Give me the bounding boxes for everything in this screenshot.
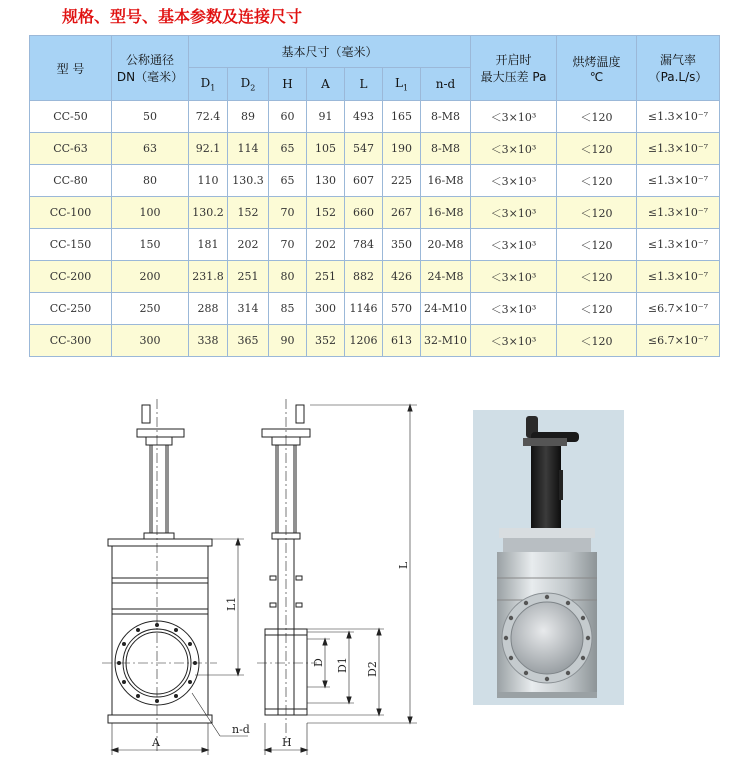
label-l: L <box>397 561 410 569</box>
cell-dp: ＜3×10³ <box>471 197 557 229</box>
valve-technical-drawing <box>92 393 432 763</box>
header-l: L <box>345 68 383 101</box>
cell-nd: 16-M8 <box>421 165 471 197</box>
cell-bake: ＜120 <box>557 229 637 261</box>
cell-dn: 300 <box>112 325 189 357</box>
front-view <box>102 399 248 755</box>
header-leak-line2: （Pa.L/s） <box>648 70 708 84</box>
label-a: A <box>152 736 160 749</box>
cell-l1: 570 <box>383 293 421 325</box>
table-row <box>30 133 720 165</box>
cell-leak: ≤1.3×10⁻⁷ <box>637 165 720 197</box>
header-leak-line1: 漏气率 <box>659 53 696 67</box>
table-row <box>30 293 720 325</box>
cell-nd: 24-M10 <box>421 293 471 325</box>
cell-l: 660 <box>345 197 383 229</box>
cell-a: 251 <box>307 261 345 293</box>
cell-h: 90 <box>269 325 307 357</box>
cell-d1: 231.8 <box>189 261 228 293</box>
cell-leak: ≤1.3×10⁻⁷ <box>637 229 720 261</box>
cell-model: CC-250 <box>30 293 112 325</box>
cell-model: CC-200 <box>30 261 112 293</box>
cell-leak: ≤6.7×10⁻⁷ <box>637 293 720 325</box>
cell-bake: ＜120 <box>557 133 637 165</box>
cell-a: 300 <box>307 293 345 325</box>
cell-a: 352 <box>307 325 345 357</box>
cell-dp: ＜3×10³ <box>471 133 557 165</box>
cell-dn: 250 <box>112 293 189 325</box>
cell-leak: ≤1.3×10⁻⁷ <box>637 133 720 165</box>
cell-d1: 110 <box>189 165 228 197</box>
cell-bake: ＜120 <box>557 101 637 133</box>
header-h: H <box>269 68 307 101</box>
header-d2: $D_2$ <box>228 68 269 101</box>
table-row <box>30 229 720 261</box>
page-title: 规格、型号、基本参数及连接尺寸 <box>62 7 303 26</box>
header-bake-line1: 烘烤温度 <box>572 54 621 69</box>
cell-dp: ＜3×10³ <box>471 101 557 133</box>
label-d: D <box>312 658 325 667</box>
cell-leak: ≤1.3×10⁻⁷ <box>637 261 720 293</box>
cell-d2: 152 <box>228 197 269 229</box>
cell-dp: ＜3×10³ <box>471 325 557 357</box>
cell-d1: 181 <box>189 229 228 261</box>
cell-dn: 50 <box>112 101 189 133</box>
cell-d2: 314 <box>228 293 269 325</box>
cell-model: CC-150 <box>30 229 112 261</box>
cell-dn: 150 <box>112 229 189 261</box>
label-d1: D1 <box>336 657 349 673</box>
cell-l: 607 <box>345 165 383 197</box>
cell-nd: 20-M8 <box>421 229 471 261</box>
header-d1: $D_1$ <box>189 68 228 101</box>
cell-l: 1146 <box>345 293 383 325</box>
cell-a: 91 <box>307 101 345 133</box>
cell-l1: 350 <box>383 229 421 261</box>
cell-nd: 32-M10 <box>421 325 471 357</box>
cell-d2: 130.3 <box>228 165 269 197</box>
cell-nd: 16-M8 <box>421 197 471 229</box>
cell-dn: 63 <box>112 133 189 165</box>
table-row <box>30 101 720 133</box>
cell-leak: ≤6.7×10⁻⁷ <box>637 325 720 357</box>
cell-model: CC-63 <box>30 133 112 165</box>
header-open-line2: 最大压差 Pa <box>480 70 547 84</box>
table-row <box>30 325 720 357</box>
cell-l: 493 <box>345 101 383 133</box>
header-bake-temp <box>557 36 637 101</box>
cell-l: 882 <box>345 261 383 293</box>
cell-a: 202 <box>307 229 345 261</box>
cell-model: CC-100 <box>30 197 112 229</box>
cell-h: 65 <box>269 133 307 165</box>
cell-l1: 165 <box>383 101 421 133</box>
header-basic-dimensions: 基本尺寸（毫米） <box>189 36 471 68</box>
header-model: 型 号 <box>30 36 112 101</box>
header-dn-line2: DN（毫米） <box>116 70 184 84</box>
cell-a: 130 <box>307 165 345 197</box>
table-header-row <box>30 36 720 68</box>
product-photo <box>473 410 624 705</box>
cell-d1: 338 <box>189 325 228 357</box>
cell-h: 85 <box>269 293 307 325</box>
label-d2: D2 <box>366 661 379 677</box>
cell-model: CC-300 <box>30 325 112 357</box>
cell-h: 80 <box>269 261 307 293</box>
side-view <box>257 399 417 755</box>
cell-dp: ＜3×10³ <box>471 229 557 261</box>
cell-l: 1206 <box>345 325 383 357</box>
cell-h: 60 <box>269 101 307 133</box>
header-nd: n-d <box>421 68 471 101</box>
cell-leak: ≤1.3×10⁻⁷ <box>637 101 720 133</box>
header-leak-rate <box>637 36 720 101</box>
cell-h: 70 <box>269 229 307 261</box>
cell-bake: ＜120 <box>557 293 637 325</box>
cell-dp: ＜3×10³ <box>471 261 557 293</box>
cell-l: 784 <box>345 229 383 261</box>
cell-l1: 426 <box>383 261 421 293</box>
header-open-pressure <box>471 36 557 101</box>
cell-model: CC-50 <box>30 101 112 133</box>
cell-dp: ＜3×10³ <box>471 293 557 325</box>
table-row <box>30 197 720 229</box>
header-dn <box>112 36 189 101</box>
cell-l: 547 <box>345 133 383 165</box>
cell-bake: ＜120 <box>557 197 637 229</box>
cell-dn: 100 <box>112 197 189 229</box>
cell-l1: 225 <box>383 165 421 197</box>
cell-l1: 613 <box>383 325 421 357</box>
cell-l1: 267 <box>383 197 421 229</box>
header-a: A <box>307 68 345 101</box>
cell-bake: ＜120 <box>557 261 637 293</box>
label-nd: n-d <box>232 723 250 736</box>
label-h: H <box>282 736 292 749</box>
cell-bake: ＜120 <box>557 165 637 197</box>
cell-h: 70 <box>269 197 307 229</box>
cell-dn: 80 <box>112 165 189 197</box>
cell-d1: 72.4 <box>189 101 228 133</box>
cell-d2: 114 <box>228 133 269 165</box>
cell-nd: 24-M8 <box>421 261 471 293</box>
cell-a: 105 <box>307 133 345 165</box>
spec-table <box>29 35 720 357</box>
cell-model: CC-80 <box>30 165 112 197</box>
header-dn-line1: 公称通径 <box>125 53 174 67</box>
table-row <box>30 261 720 293</box>
header-open-line1: 开启时 <box>495 53 532 67</box>
cell-d1: 288 <box>189 293 228 325</box>
header-l1: $L_1$ <box>383 68 421 101</box>
cell-d2: 202 <box>228 229 269 261</box>
cell-d2: 251 <box>228 261 269 293</box>
cell-d2: 89 <box>228 101 269 133</box>
table-row <box>30 165 720 197</box>
cell-dn: 200 <box>112 261 189 293</box>
cell-d2: 365 <box>228 325 269 357</box>
cell-d1: 92.1 <box>189 133 228 165</box>
cell-a: 152 <box>307 197 345 229</box>
cell-l1: 190 <box>383 133 421 165</box>
cell-d1: 130.2 <box>189 197 228 229</box>
cell-h: 65 <box>269 165 307 197</box>
cell-dp: ＜3×10³ <box>471 165 557 197</box>
cell-nd: 8-M8 <box>421 133 471 165</box>
cell-leak: ≤1.3×10⁻⁷ <box>637 197 720 229</box>
cell-bake: ＜120 <box>557 325 637 357</box>
cell-nd: 8-M8 <box>421 101 471 133</box>
header-bake-line2: ℃ <box>589 69 604 84</box>
label-l1: L1 <box>225 596 238 611</box>
